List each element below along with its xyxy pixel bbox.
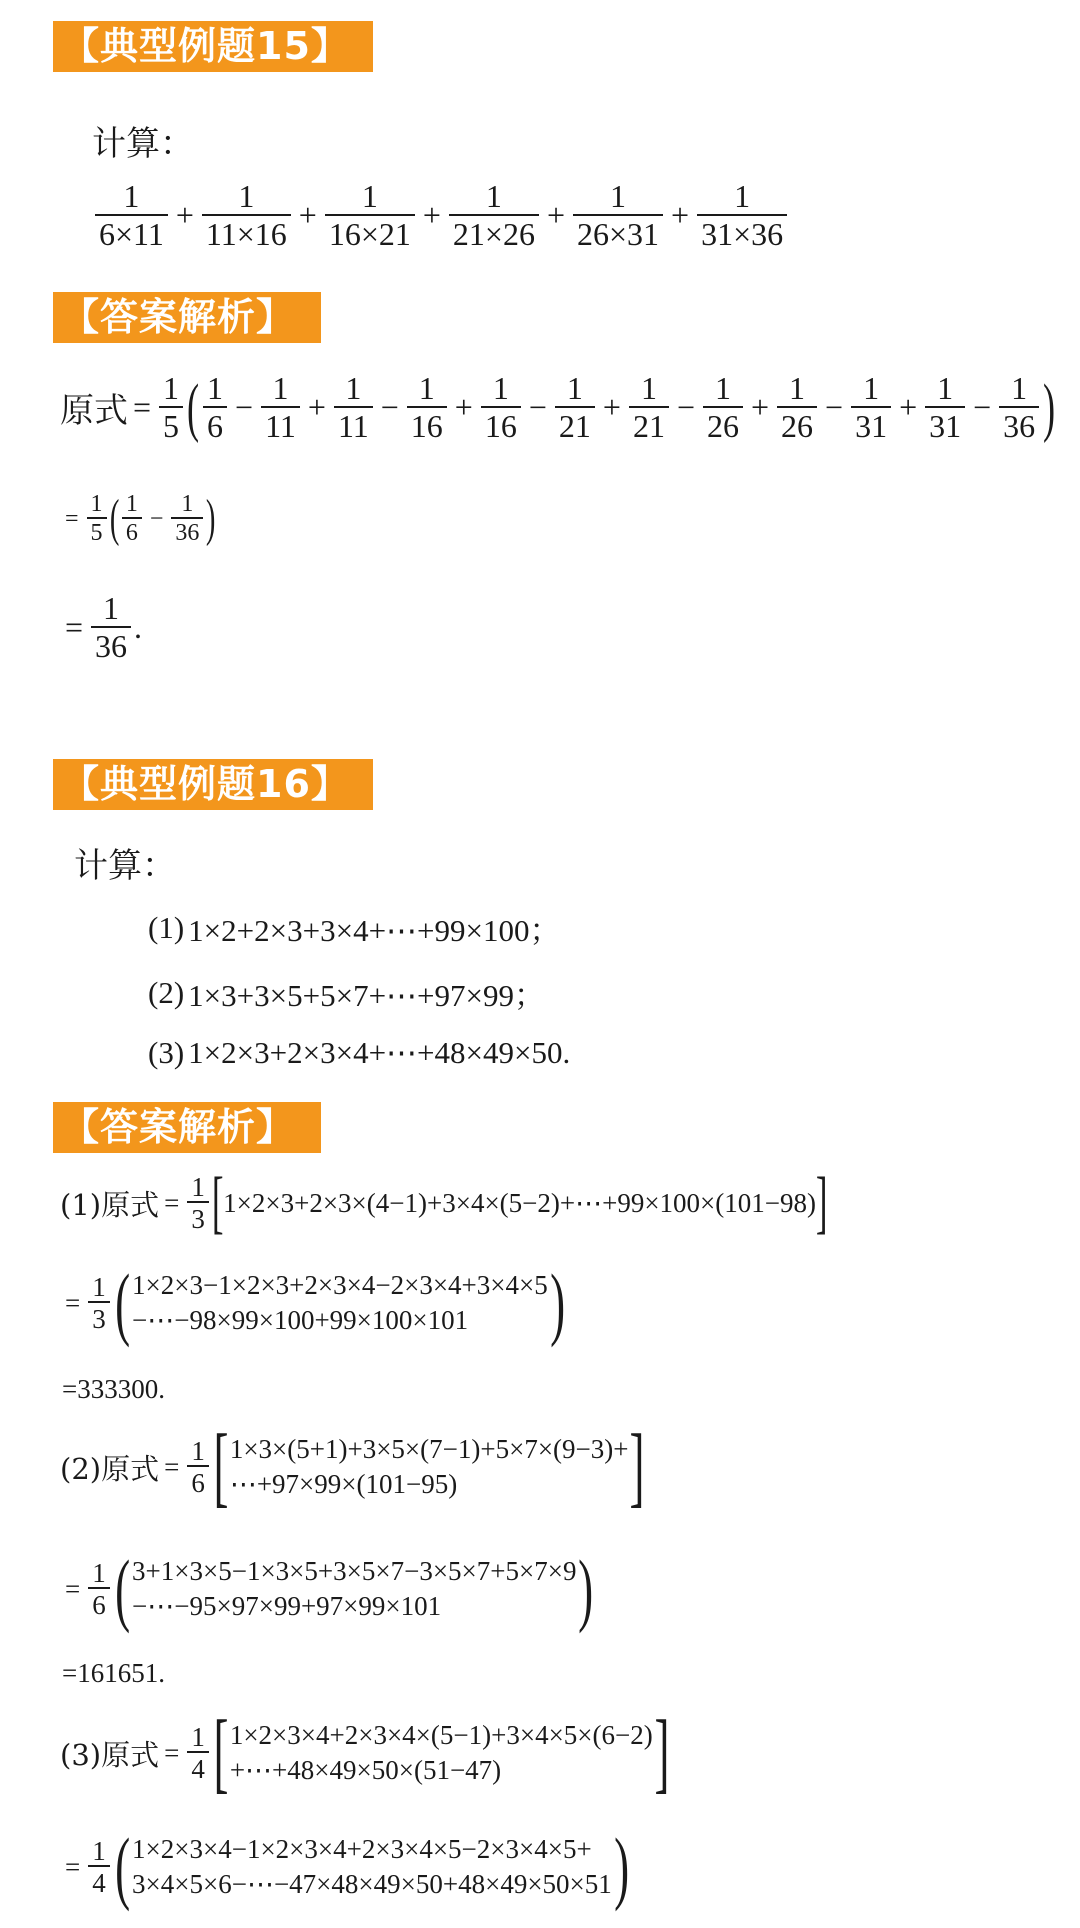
answer-16-part2-result: =161651. [62, 1658, 165, 1688]
answer-16-title: 【答案解析】 [61, 1105, 296, 1149]
fraction-term: $\frac{1}{31\times 36}$ [697, 180, 787, 251]
answer-15-step1: 原式 = $\frac{1}{5}$ ( $\frac{1}{6}$ − $\frac{1}{11}$ + $\frac{1}{11}$ − $\frac{1}{16}$ + $\frac{1}{16}$ − $\frac{1}{21}$ + $\frac{1}{21}$ − $\frac{1}{26}$ + $\frac{1}{26}$ − $\frac{1}{31}$ + $\frac{1}{31}$ − $\frac{1}{36}$ ) [60, 370, 1056, 444]
plus-sign: + [546, 197, 565, 234]
fraction-term: $\frac{1}{21\times 26}$ [449, 180, 539, 251]
fraction-term: $\frac{1}{11\times 16}$ [202, 180, 291, 251]
original-expression-label: 原式 [60, 391, 128, 432]
plus-sign: + [422, 197, 441, 234]
answer-16-part2-step1: (2)原式 = $\frac{1}{6}$ [ 1×3×(5+1)+3×5×(7−1)+5×7×(9−3)+ ⋯+97×99×(101−95) ] [60, 1417, 645, 1516]
fraction-term: $\frac{1}{26\times 31}$ [573, 180, 663, 251]
example-16-item-2: (2) 1×3+3×5+5×7+⋯+97×99； [148, 974, 546, 1013]
answer-16-part1-step1: (1)原式 = $\frac{1}{3}$ [ 1×2×3+2×3×(4−1)+3×4×(5−2)+⋯+99×100×(101−98) ] [60, 1164, 828, 1241]
answer-15-result: = $\frac{1}{36}$ . [65, 590, 143, 664]
example-16-banner [53, 759, 373, 810]
plus-sign: + [298, 197, 317, 234]
answer-16-part1-step2: = $\frac{1}{3}$ ( 1×2×3−1×2×3+2×3×4−2×3×4+3×4×5 −⋯−98×99×100+99×100×101 ) [65, 1257, 565, 1348]
answer-15-step2: = $\frac{1}{5}$ ( $\frac{1}{6}$ − $\frac{1}{36}$ ) [65, 490, 216, 548]
answer-15-banner [53, 292, 321, 343]
example-15-banner [53, 21, 373, 72]
fraction-one-fifth: $\frac{1}{5}$ [159, 372, 183, 443]
example-15-expression [92, 180, 790, 251]
answer-16-banner [53, 1102, 321, 1153]
example-16-title: 【典型例题16】 [61, 762, 350, 806]
example-15-prompt: 计算： [92, 124, 194, 164]
fraction-term: $\frac{1}{16\times 21}$ [325, 180, 415, 251]
answer-16-part1-result: =333300. [62, 1374, 165, 1404]
fraction-term: $\frac{1}{6\times 11}$ [95, 180, 168, 251]
example-16-item-3: (3) 1×2×3+2×3×4+⋯+48×49×50. [148, 1035, 571, 1070]
answer-16-part2-step2: = $\frac{1}{6}$ ( 3+1×3×5−1×3×5+3×5×7−3×5×7+5×7×9 −⋯−95×97×99+97×99×101 ) [65, 1543, 594, 1634]
plus-sign: + [175, 197, 194, 234]
example-16-prompt: 计算： [74, 846, 176, 886]
answer-16-part3-step1: (3)原式 = $\frac{1}{4}$ [ 1×2×3×4+2×3×4×(5−1)+3×4×5×(6−2) +⋯+48×49×50×(51−47) ] [60, 1703, 670, 1802]
example-16-item-1: (1) 1×2+2×3+3×4+⋯+99×100； [148, 909, 561, 948]
answer-16-part3-step2: = $\frac{1}{4}$ ( 1×2×3×4−1×2×3×4+2×3×4×5−2×3×4×5+ 3×4×5×6−⋯−47×48×49×50+48×49×50×51 ) [65, 1821, 629, 1912]
example-15-title: 【典型例题15】 [61, 24, 350, 68]
answer-15-title: 【答案解析】 [61, 295, 296, 339]
plus-sign: + [671, 197, 690, 234]
